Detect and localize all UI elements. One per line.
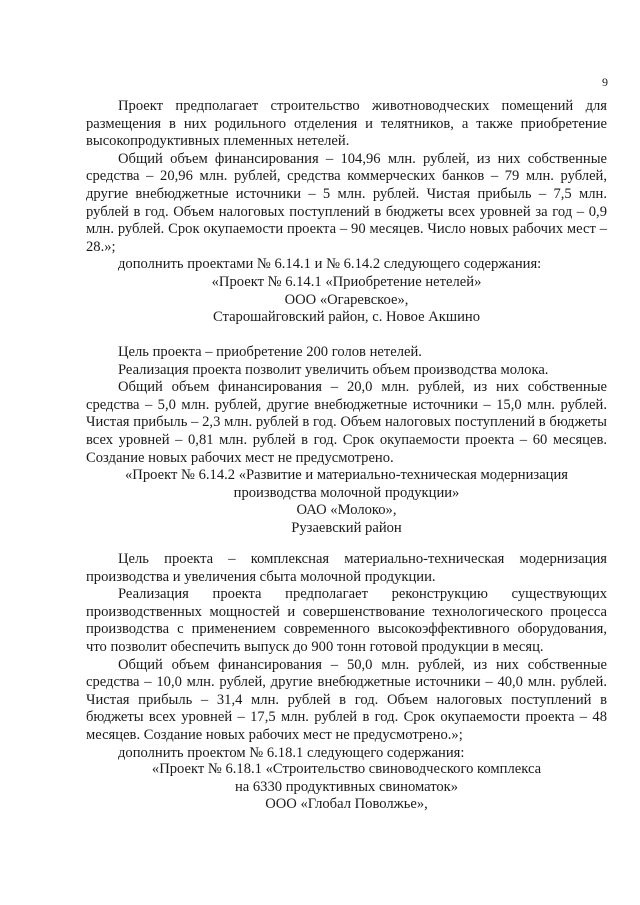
section-project-6-14-1 [86, 344, 607, 467]
section-project-description [86, 98, 607, 274]
heading-project-6-18-1 [86, 761, 607, 814]
page-number: 9 [602, 75, 608, 89]
paragraph: Реализация проекта предполагает реконструкцию существующих производственных мощностей и совершенствование технологического процесса производства с применением современного высокоэффективного оборудования, что позволит обеспечить выпуск до 900 тонн готовой продукции в месяц. [86, 586, 607, 655]
heading-line: производства молочной продукции» [233, 484, 460, 501]
paragraph: Общий объем финансирования – 104,96 млн. рублей, из них собственные средства – 20,96 млн. рублей, средства коммерческих банков – 79 млн. рублей, другие внебюджетные источники – 5 млн. рублей. Чистая прибыль – 7,5 млн. рублей в год. Объем налоговых поступлений в бюджеты всех уровней за год – 0,9 млн. рублей. Срок окупаемости проекта – 90 месяцев. Число новых рабочих мест – 28.»; [86, 150, 607, 255]
section-project-6-14-2 [86, 551, 607, 762]
paragraph: Цель проекта – приобретение 200 голов нетелей. [118, 344, 422, 360]
heading-line: «Проект № 6.14.1 «Приобретение нетелей» [211, 274, 482, 290]
heading-line: «Проект № 6.18.1 «Строительство свиноводческого комплекса [151, 761, 542, 777]
heading-line: Рузаевский район [291, 519, 402, 536]
heading-line: Старошайговский район, с. Новое Акшино [212, 309, 481, 326]
paragraph: Общий объем финансирования – 50,0 млн. рублей, из них собственные средства – 10,0 млн. рублей, другие внебюджетные источники – 40,0 млн. рублей. Чистая прибыль – 31,4 млн. рублей в год. Объем налоговых поступлений в бюджеты всех уровней – 17,5 млн. рублей в год. Срок окупаемости проекта – 48 месяцев. Создание новых рабочих мест не предусмотрено.»; [86, 656, 607, 743]
heading-line: «Проект № 6.14.2 «Развитие и материально-техническая модернизация [125, 467, 568, 483]
heading-line: на 6330 продуктивных свиноматок» [234, 778, 459, 795]
heading-line: ОАО «Молоко», [296, 502, 397, 519]
paragraph: Реализация проекта позволит увеличить объем производства молока. [118, 361, 549, 378]
paragraph: Общий объем финансирования – 20,0 млн. рублей, из них собственные средства – 5,0 млн. рублей, другие внебюджетные источники – 15,0 млн. рублей. Чистая прибыль – 2,3 млн. рублей в год. Объем налоговых поступлений в бюджеты всех уровней – 0,81 млн. рублей в год. Срок окупаемости проекта – 60 месяцев. Создание новых рабочих мест не предусмотрено. [86, 379, 607, 466]
paragraph: Проект предполагает строительство животноводческих помещений для размещения в них родильного отделения и телятников, а также приобретение высокопродуктивных племенных нетелей. [86, 98, 607, 150]
heading-line: ООО «Огаревское», [284, 291, 409, 308]
heading-line: ООО «Глобал Поволжье», [265, 796, 428, 813]
paragraph: Цель проекта – комплексная материально-техническая модернизация производства и увеличения сбыта молочной продукции. [86, 551, 607, 585]
heading-project-6-14-1 [86, 274, 607, 327]
paragraph: дополнить проектами № 6.14.1 и № 6.14.2 следующего содержания: [118, 256, 542, 273]
paragraph: дополнить проектом № 6.18.1 следующего содержания: [118, 744, 465, 761]
heading-project-6-14-2 [86, 467, 607, 537]
